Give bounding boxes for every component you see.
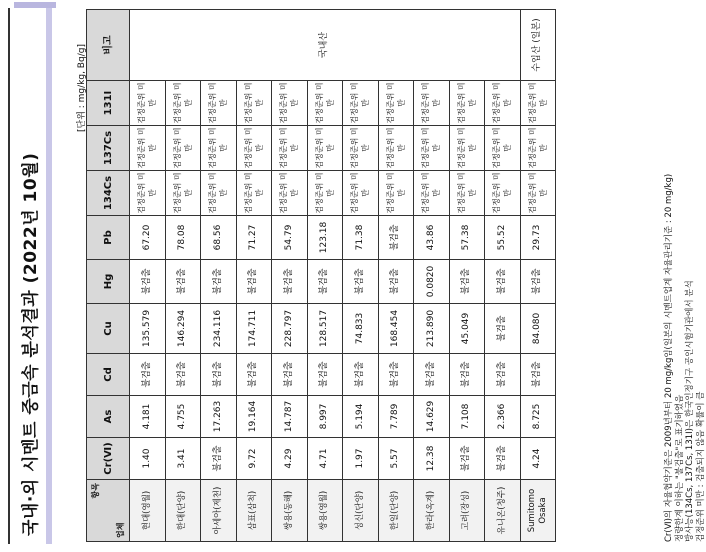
table-row <box>236 10 272 542</box>
value-cell-cd: 불검출 <box>485 354 521 396</box>
value-cell-cs137: 검정준위 미만 <box>201 126 237 171</box>
corner-cell <box>87 480 130 542</box>
value-cell-cs134: 검정준위 미만 <box>520 171 556 216</box>
value-cell-cs137: 검정준위 미만 <box>307 126 343 171</box>
value-cell-i131: 검정준위 미만 <box>449 81 485 126</box>
value-cell-pb: 43.86 <box>414 216 450 260</box>
value-cell-cr6: 불검출 <box>485 438 521 480</box>
table-row <box>307 10 343 542</box>
value-cell-cu: 128.517 <box>307 304 343 354</box>
value-cell-i131: 검정준위 미만 <box>236 81 272 126</box>
value-cell-pb: 67.20 <box>130 216 166 260</box>
value-cell-i131: 검정준위 미만 <box>272 81 308 126</box>
value-cell-as: 4.181 <box>130 396 166 438</box>
value-cell-as: 5.194 <box>343 396 379 438</box>
table-row <box>201 10 237 542</box>
value-cell-cs137: 검정준위 미만 <box>130 126 166 171</box>
value-cell-i131: 검정준위 미만 <box>165 81 201 126</box>
table-row <box>414 10 450 542</box>
value-cell-hg: 불검출 <box>236 260 272 304</box>
company-cell: 한라(옥계) <box>414 480 450 542</box>
value-cell-i131: 검정준위 미만 <box>201 81 237 126</box>
title-shadow <box>14 2 56 8</box>
value-cell-i131: 검정준위 미만 <box>378 81 414 126</box>
value-cell-cs137: 검정준위 미만 <box>165 126 201 171</box>
col-hg: Hg <box>87 260 130 304</box>
value-cell-cr6: 3.41 <box>165 438 201 480</box>
company-cell: 아세아(제천) <box>201 480 237 542</box>
value-cell-pb: 68.56 <box>201 216 237 260</box>
value-cell-hg: 불검출 <box>272 260 308 304</box>
table-row <box>130 10 166 542</box>
value-cell-cr6: 9.72 <box>236 438 272 480</box>
table-row <box>272 10 308 542</box>
value-cell-cr6: 1.97 <box>343 438 379 480</box>
value-cell-hg: 불검출 <box>520 260 556 304</box>
col-remarks: 비고 <box>87 10 130 81</box>
value-cell-i131: 검정준위 미만 <box>130 81 166 126</box>
remarks-cell: 국내산 <box>130 10 521 81</box>
table-row <box>520 10 556 542</box>
company-cell: 성신(단양) <box>343 480 379 542</box>
value-cell-as: 8.725 <box>520 396 556 438</box>
value-cell-cd: 불검출 <box>165 354 201 396</box>
value-cell-pb: 71.38 <box>343 216 379 260</box>
col-i131: 131I <box>87 81 130 126</box>
value-cell-as: 2.366 <box>485 396 521 438</box>
value-cell-i131: 검정준위 미만 <box>343 81 379 126</box>
value-cell-pb: 78.08 <box>165 216 201 260</box>
value-cell-cs137: 검정준위 미만 <box>343 126 379 171</box>
value-cell-hg: 불검출 <box>343 260 379 304</box>
table-row <box>165 10 201 542</box>
value-cell-hg: 불검출 <box>485 260 521 304</box>
value-cell-cs137: 검정준위 미만 <box>414 126 450 171</box>
value-cell-cd: 불검출 <box>414 354 450 396</box>
value-cell-i131: 검정준위 미만 <box>520 81 556 126</box>
company-cell: 현대(영월) <box>130 480 166 542</box>
value-cell-cs137: 검정준위 미만 <box>520 126 556 171</box>
value-cell-i131: 검정준위 미만 <box>485 81 521 126</box>
value-cell-cr6: 불검출 <box>449 438 485 480</box>
value-cell-cu: 불검출 <box>485 304 521 354</box>
value-cell-cs134: 검정준위 미만 <box>130 171 166 216</box>
value-cell-cs134: 검정준위 미만 <box>414 171 450 216</box>
value-cell-cu: 228.797 <box>272 304 308 354</box>
value-cell-i131: 검정준위 미만 <box>307 81 343 126</box>
value-cell-as: 14.787 <box>272 396 308 438</box>
col-cs137: 137Cs <box>87 126 130 171</box>
value-cell-pb: 불검출 <box>378 216 414 260</box>
value-cell-pb: 123.18 <box>307 216 343 260</box>
value-cell-hg: 불검출 <box>449 260 485 304</box>
corner-bottom-label: 업체 <box>116 522 125 538</box>
value-cell-cs134: 검정준위 미만 <box>272 171 308 216</box>
footnotes <box>664 8 706 542</box>
value-cell-pb: 55.52 <box>485 216 521 260</box>
footnote: 검정준위 미만 : 검출되지 않음 확률이 큼 <box>695 391 706 542</box>
value-cell-cs137: 검정준위 미만 <box>485 126 521 171</box>
header-row <box>87 10 130 542</box>
unit-label: [단위 : mg/kg, Bq/g] <box>77 44 87 132</box>
value-cell-cs134: 검정준위 미만 <box>343 171 379 216</box>
table-row <box>449 10 485 542</box>
value-cell-as: 7.108 <box>449 396 485 438</box>
value-cell-cu: 174.711 <box>236 304 272 354</box>
value-cell-cs134: 검정준위 미만 <box>485 171 521 216</box>
value-cell-cs134: 검정준위 미만 <box>307 171 343 216</box>
value-cell-cu: 146.294 <box>165 304 201 354</box>
value-cell-cr6: 1.40 <box>130 438 166 480</box>
value-cell-cd: 불검출 <box>236 354 272 396</box>
value-cell-cs134: 검정준위 미만 <box>201 171 237 216</box>
company-cell: Sumitomo Osaka <box>520 480 556 542</box>
value-cell-cs134: 검정준위 미만 <box>165 171 201 216</box>
page-title: 국내·외 시멘트 중금속 분석결과 (2022년 10월) <box>20 152 41 536</box>
value-cell-cs137: 검정준위 미만 <box>236 126 272 171</box>
value-cell-cd: 불검출 <box>520 354 556 396</box>
footnote: 정량한계 이하는 "불검출"로 표기하였음 <box>674 394 685 542</box>
footnote: Cr(Ⅵ)의 자율협약기준은 2009년부터 20 mg/kg임(일본의 시멘트업계 자율관리기준 : 20 mg/kg) <box>664 173 674 542</box>
value-cell-cs134: 검정준위 미만 <box>378 171 414 216</box>
value-cell-cs137: 검정준위 미만 <box>272 126 308 171</box>
value-cell-i131: 검정준위 미만 <box>414 81 450 126</box>
value-cell-pb: 54.79 <box>272 216 308 260</box>
value-cell-cs137: 검정준위 미만 <box>449 126 485 171</box>
value-cell-cs137: 검정준위 미만 <box>378 126 414 171</box>
value-cell-hg: 불검출 <box>130 260 166 304</box>
value-cell-cu: 45.049 <box>449 304 485 354</box>
value-cell-cd: 불검출 <box>272 354 308 396</box>
value-cell-hg: 0.0820 <box>414 260 450 304</box>
value-cell-cr6: 5.57 <box>378 438 414 480</box>
value-cell-pb: 71.27 <box>236 216 272 260</box>
value-cell-hg: 불검출 <box>378 260 414 304</box>
value-cell-cr6: 4.24 <box>520 438 556 480</box>
remarks-cell: 수입산 (일본) <box>520 10 556 81</box>
value-cell-cu: 213.890 <box>414 304 450 354</box>
company-cell: 삼표(삼척) <box>236 480 272 542</box>
value-cell-as: 14.629 <box>414 396 450 438</box>
value-cell-cs134: 검정준위 미만 <box>236 171 272 216</box>
value-cell-as: 19.164 <box>236 396 272 438</box>
company-cell: 쌍용(영월) <box>307 480 343 542</box>
col-cr6: Cr(Ⅵ) <box>87 438 130 480</box>
company-cell: 유니온(청주) <box>485 480 521 542</box>
col-as: As <box>87 396 130 438</box>
col-pb: Pb <box>87 216 130 260</box>
company-cell: 고려(장성) <box>449 480 485 542</box>
value-cell-cr6: 4.71 <box>307 438 343 480</box>
value-cell-cd: 불검출 <box>449 354 485 396</box>
corner-top-label: 항목 <box>91 483 100 499</box>
value-cell-cd: 불검출 <box>307 354 343 396</box>
value-cell-hg: 불검출 <box>201 260 237 304</box>
value-cell-as: 17.263 <box>201 396 237 438</box>
value-cell-pb: 29.73 <box>520 216 556 260</box>
company-cell: 쌍용(동해) <box>272 480 308 542</box>
title-bar <box>8 8 52 544</box>
table-row <box>378 10 414 542</box>
value-cell-as: 8.997 <box>307 396 343 438</box>
value-cell-cu: 84.080 <box>520 304 556 354</box>
table-body <box>130 10 556 542</box>
value-cell-pb: 57.38 <box>449 216 485 260</box>
value-cell-hg: 불검출 <box>165 260 201 304</box>
company-cell: 한대(단양) <box>165 480 201 542</box>
value-cell-cd: 불검출 <box>201 354 237 396</box>
value-cell-cu: 234.116 <box>201 304 237 354</box>
value-cell-hg: 불검출 <box>307 260 343 304</box>
value-cell-cr6: 12.38 <box>414 438 450 480</box>
footnote: 방사능(134Cs, 137Cs, 131I)은 한국인정기구 공인시험기관에서 분석 <box>685 280 695 542</box>
value-cell-cr6: 4.29 <box>272 438 308 480</box>
value-cell-cu: 168.454 <box>378 304 414 354</box>
results-table <box>86 9 556 542</box>
value-cell-as: 7.789 <box>378 396 414 438</box>
value-cell-cs134: 검정준위 미만 <box>449 171 485 216</box>
value-cell-cu: 74.833 <box>343 304 379 354</box>
value-cell-as: 4.755 <box>165 396 201 438</box>
value-cell-cd: 불검출 <box>130 354 166 396</box>
value-cell-cr6: 불검출 <box>201 438 237 480</box>
col-cd: Cd <box>87 354 130 396</box>
value-cell-cd: 불검출 <box>378 354 414 396</box>
col-cu: Cu <box>87 304 130 354</box>
table-row <box>343 10 379 542</box>
value-cell-cd: 불검출 <box>343 354 379 396</box>
company-cell: 한일(단양) <box>378 480 414 542</box>
value-cell-cu: 135.579 <box>130 304 166 354</box>
col-cs134: 134Cs <box>87 171 130 216</box>
table-row <box>485 10 521 542</box>
